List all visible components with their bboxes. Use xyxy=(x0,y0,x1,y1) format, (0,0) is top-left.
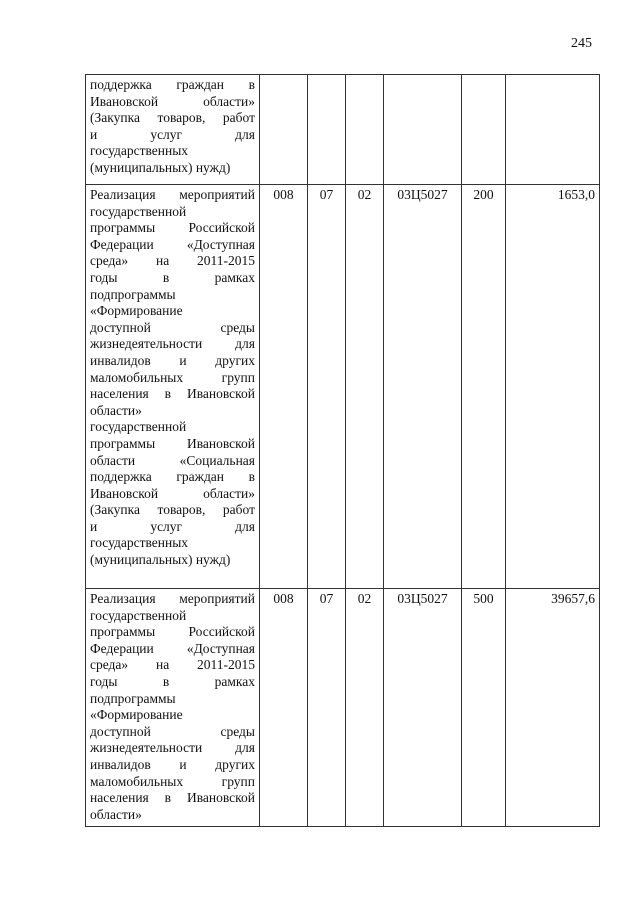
description-line: (Закупка товаров, работ xyxy=(90,502,255,518)
description-line: инвалидов и других xyxy=(90,756,255,772)
description-line: области «Социальная xyxy=(90,452,255,468)
amount-cell xyxy=(506,75,600,185)
description-line: «Формирование xyxy=(90,303,183,319)
target-article-code: 03Ц5027 xyxy=(384,589,462,827)
description-line: государственной xyxy=(90,419,187,435)
budget-table xyxy=(85,74,600,827)
section-code: 07 xyxy=(308,185,346,589)
description-line: маломобильных групп xyxy=(90,369,255,385)
description-line: подпрограммы xyxy=(90,690,176,706)
description-line: инвалидов и других xyxy=(90,352,255,368)
description-line: подпрограммы xyxy=(90,286,176,302)
description-line: (муниципальных) нужд) xyxy=(90,552,231,568)
description-line: годы в рамках xyxy=(90,269,255,285)
description-line: государственных xyxy=(90,535,189,551)
description-line: и услуг для xyxy=(90,518,255,534)
description-line: жизнедеятельности для xyxy=(90,740,255,756)
description-line: маломобильных групп xyxy=(90,773,255,789)
amount-cell: 39657,6 xyxy=(506,589,600,827)
expense-type-code: 200 xyxy=(462,185,506,589)
description-line: «Формирование xyxy=(90,707,183,723)
description-line: государственных xyxy=(90,143,189,159)
description-line: среда» на 2011-2015 xyxy=(90,253,255,269)
description-line: населения в Ивановской xyxy=(90,790,255,806)
section-code: 07 xyxy=(308,589,346,827)
description-line: области» xyxy=(90,402,142,418)
table-row xyxy=(86,75,600,185)
description-line: населения в Ивановской xyxy=(90,386,255,402)
description-line: и услуг для xyxy=(90,126,255,142)
description-line: поддержка граждан в xyxy=(90,77,255,92)
description-line: области» xyxy=(90,806,142,822)
target-article-code: 03Ц5027 xyxy=(384,185,462,589)
page-number: 245 xyxy=(571,36,592,51)
description-line: Реализация мероприятий xyxy=(90,187,255,202)
subsection-code xyxy=(346,75,384,185)
expense-type-code: 500 xyxy=(462,589,506,827)
description-line: доступной среды xyxy=(90,723,255,739)
ministry-code: 008 xyxy=(260,185,308,589)
description-line: поддержка граждан в xyxy=(90,469,255,485)
subsection-code: 02 xyxy=(346,589,384,827)
section-code xyxy=(308,75,346,185)
description-line: Федерации «Доступная xyxy=(90,640,255,656)
description-line: программы Российской xyxy=(90,220,255,236)
description-line: государственной xyxy=(90,607,187,623)
description-line: среда» на 2011-2015 xyxy=(90,657,255,673)
description-line: (муниципальных) нужд) xyxy=(90,159,231,175)
description-line: Ивановской области» xyxy=(90,93,255,109)
amount-cell: 1653,0 xyxy=(506,185,600,589)
description-line: Ивановской области» xyxy=(90,485,255,501)
table-row xyxy=(86,185,600,589)
expense-description xyxy=(86,589,260,827)
expense-description xyxy=(86,185,260,589)
description-line: Реализация мероприятий xyxy=(90,591,255,606)
description-line: доступной среды xyxy=(90,319,255,335)
ministry-code: 008 xyxy=(260,589,308,827)
ministry-code xyxy=(260,75,308,185)
expense-description xyxy=(86,75,260,185)
table-row xyxy=(86,589,600,827)
description-line: годы в рамках xyxy=(90,673,255,689)
description-line: Федерации «Доступная xyxy=(90,236,255,252)
description-line: государственной xyxy=(90,203,187,219)
target-article-code xyxy=(384,75,462,185)
subsection-code: 02 xyxy=(346,185,384,589)
expense-type-code xyxy=(462,75,506,185)
description-line: программы Российской xyxy=(90,624,255,640)
description-line: программы Ивановской xyxy=(90,435,255,451)
description-line: (Закупка товаров, работ xyxy=(90,110,255,126)
description-line: жизнедеятельности для xyxy=(90,336,255,352)
